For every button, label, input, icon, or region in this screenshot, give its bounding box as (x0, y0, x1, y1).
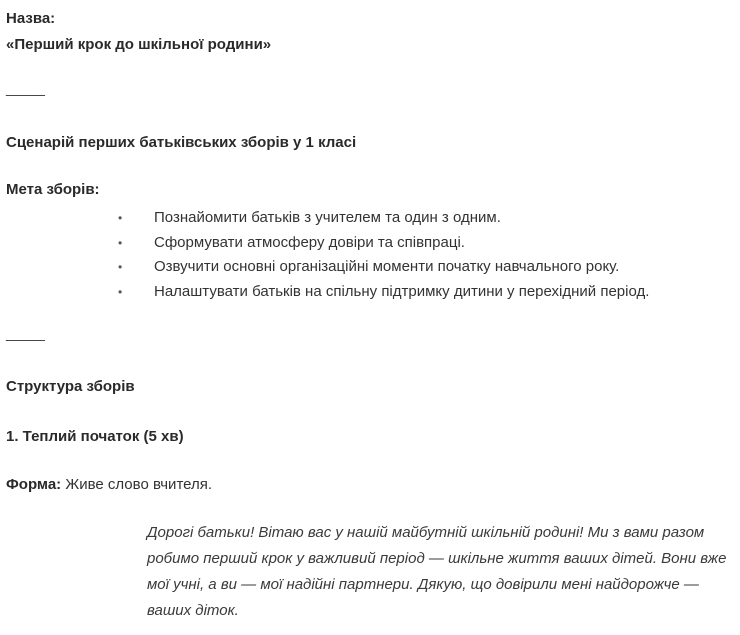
goal-text: Озвучити основні організаційні моменти початку навчального року. (154, 258, 620, 275)
bullet-icon: • (118, 235, 123, 250)
goal-text: Познайомити батьків з учителем та один з одним. (154, 209, 501, 226)
list-item (114, 280, 649, 305)
structure-heading: Структура зборів (6, 378, 135, 395)
teacher-quote: Дорогі батьки! Вітаю вас у нашій майбутній шкільній родині! Ми з вами разом робимо перший крок у важливий період — шкільне життя ваших дітей. Вони вже мої учні, а ви — мої надійні партнери. Дякую, що довірили мені найдорожче — ваших діток. (147, 524, 727, 619)
bullet-icon: • (118, 284, 123, 299)
form-value: Живе слово вчителя. (61, 476, 213, 493)
form-key: Форма: (6, 476, 62, 493)
divider-top: _____ (6, 80, 45, 96)
goals-heading: Мета зборів: (6, 181, 100, 198)
bullet-icon: • (118, 211, 123, 225)
list-item (114, 206, 649, 231)
form-line (6, 476, 212, 493)
section-heading: 1. Теплий початок (5 хв) (6, 428, 184, 445)
goal-text: Налаштувати батьків на спільну підтримку дитини у перехідний період. (154, 282, 650, 300)
list-item (114, 255, 649, 280)
goal-text: Сформувати атмосферу довіри та співпраці. (154, 233, 465, 251)
title-value: «Перший крок до шкільної родини» (6, 36, 272, 53)
bullet-icon: • (118, 260, 123, 274)
goals-list (114, 206, 649, 304)
divider-middle: _____ (6, 325, 45, 341)
title-label: Назва: (6, 10, 56, 27)
list-item (114, 231, 649, 256)
scenario-heading: Сценарій перших батьківських зборів у 1 класі (6, 134, 357, 151)
